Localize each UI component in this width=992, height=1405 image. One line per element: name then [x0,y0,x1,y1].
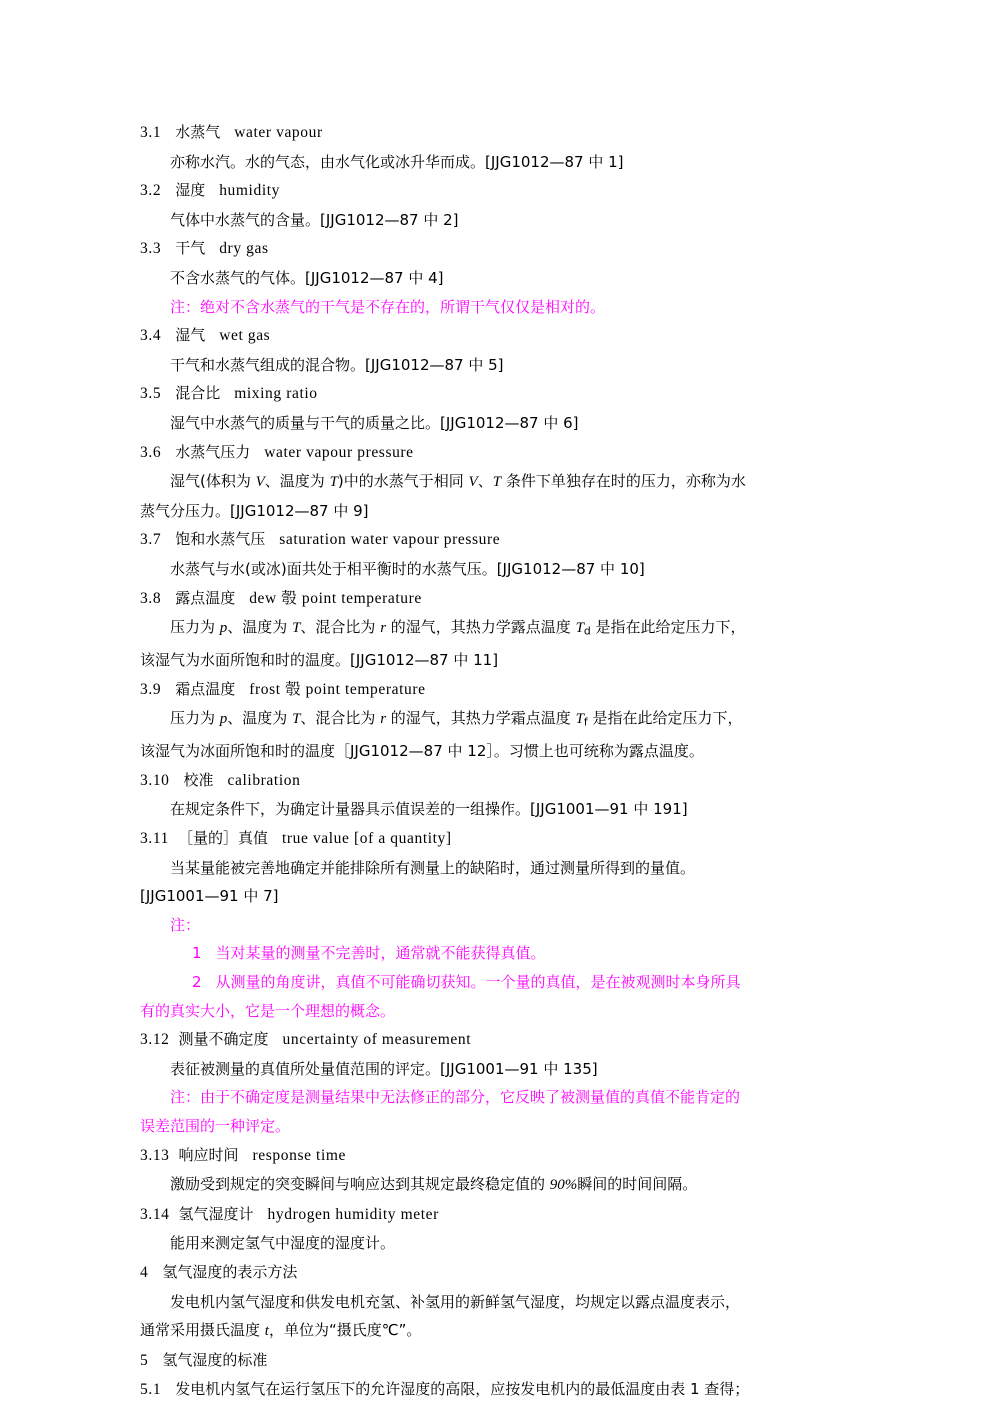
note-item-number: 2 [192,972,202,991]
subsection-number: 5.1 [140,1381,162,1399]
term-definition-line1 [140,704,852,737]
term-heading [140,525,852,555]
def-text: 、 [477,472,493,491]
def-text: 的湿气，其热力学霜点温度 [386,709,576,728]
term-entry-3-7 [140,525,852,583]
term-name-cn: 校准 [183,770,214,789]
term-name-en: mixing ratio [234,385,318,403]
variable-p: p [219,711,228,728]
term-number: 3.6 [140,443,162,461]
term-entry-3-12 [140,1025,852,1140]
term-name-en: true value [of a quantity] [281,830,452,847]
term-number: 3.3 [140,240,162,258]
def-text: 是指在此给定压力下， [587,709,743,728]
term-entry-3-1 [140,118,852,176]
term-definition-line2: 该湿气为水面所饱和时的温度。[JJG1012—87 中 11] [140,651,499,670]
variable-T-2: T [492,474,502,491]
term-definition: 气体中水蒸气的含量。[JJG1012—87 中 2] [170,210,459,229]
term-name-cn: 湿气 [175,326,206,345]
section-title: 氢气湿度的表示方法 [162,1262,298,1281]
term-number: 3.5 [140,385,162,403]
subsection-text: 发电机内氢气在运行氢压下的允许湿度的高限，应按发电机内的最低温度由表 1 查得； [175,1380,750,1399]
term-entry-3-11 [140,824,852,1025]
document-body [140,118,852,1405]
subsection-5-1 [140,1375,852,1405]
term-number: 3.4 [140,327,162,345]
term-name-cn: 响应时间 [178,1145,239,1164]
term-number: 3.12 [140,1031,170,1049]
term-entry-3-4 [140,321,852,379]
variable-Tf: T [575,711,584,728]
term-definition-line1: 当某量能被完善地确定并能排除所有测量上的缺陷时，通过测量所得到的量值。 [170,858,696,877]
term-definition: 能用来测定氢气中湿度的湿度计。 [170,1234,396,1253]
section-number: 4 [140,1263,149,1281]
def-text: 条件下单独存在时的压力，亦称为水 [501,472,746,491]
term-definition: 表征被测量的真值所处量值范围的评定。[JJG1001—91 中 135] [170,1059,598,1078]
variable-r: r [380,620,387,637]
term-definition-line2: 该湿气为冰面所饱和时的温度［JJG1012—87 中 12］。习惯上也可统称为露点温度。 [140,742,704,761]
variable-T: T [292,620,301,637]
term-heading [140,584,852,614]
section-heading [140,1258,852,1288]
term-name-cn: 水蒸气 [175,123,221,141]
term-name-en: humidity [219,182,280,200]
def-text: )中的水蒸气于相同 [337,472,469,491]
term-name-cn: 霜点温度 [175,679,236,698]
term-heading [140,379,852,409]
term-definition [140,1170,852,1200]
variable-p: p [219,620,228,637]
term-note-item-1 [140,939,852,968]
term-name-en: frost 彀 point temperature [249,680,426,698]
section-text: 通常采用摄氏温度 [140,1321,265,1340]
def-text: 、温度为 [264,472,330,491]
section-5 [140,1346,852,1405]
term-entry-3-9 [140,675,852,766]
variable-T: T [329,474,338,491]
def-text: 瞬间的时间间隔。 [577,1175,698,1194]
term-number: 3.2 [140,182,162,200]
term-heading [140,118,852,148]
variable-V: V [255,474,265,491]
section-number: 5 [140,1351,149,1369]
term-number: 3.11 [140,830,169,847]
term-heading [140,1141,852,1171]
def-text: 、混合比为 [300,618,381,637]
term-note-line2: 误差范围的一种评定。 [140,1116,291,1135]
term-name-en: dew 彀 point temperature [249,589,422,607]
term-heading [140,321,852,351]
term-heading [140,824,852,854]
variable-Tf-subscript: f [583,715,588,729]
term-number: 3.8 [140,589,162,607]
term-definition-line1 [140,467,852,497]
term-name-en: uncertainty of measurement [282,1031,472,1049]
term-name-en: saturation water vapour pressure [279,531,501,549]
term-definition: 亦称水汽。水的气态，由水气化或冰升华而成。[JJG1012—87 中 1] [170,152,624,171]
term-definition-line1 [140,613,852,646]
term-entry-3-2 [140,176,852,234]
section-body-line2 [140,1316,852,1346]
term-name-en: dry gas [219,240,269,258]
term-heading [140,675,852,705]
term-name-cn: 露点温度 [175,588,236,607]
term-note-header: 注： [170,915,201,934]
term-heading [140,234,852,264]
def-text: 压力为 [170,709,220,728]
section-title: 氢气湿度的标准 [162,1350,268,1369]
term-name-en: hydrogen humidity meter [267,1205,439,1223]
variable-t: t [264,1323,269,1340]
note-item-number: 1 [192,944,202,963]
variable-V-2: V [468,474,478,491]
term-definition: 在规定条件下，为确定计量器具示值误差的一组操作。[JJG1001—91 中 191] [170,800,688,819]
def-text: 、混合比为 [300,709,381,728]
term-number: 3.7 [140,531,162,549]
term-name-en: response time [252,1146,347,1164]
section-heading [140,1346,852,1376]
def-text: 压力为 [170,618,220,637]
term-name-cn: 混合比 [175,384,221,403]
term-name-cn: 水蒸气压力 [175,442,251,461]
term-definition: 水蒸气与水(或冰)面共处于相平衡时的水蒸气压。[JJG1012—87 中 10] [170,559,645,578]
term-entry-3-14 [140,1200,852,1258]
term-name-en: water vapour pressure [264,443,414,461]
term-note-line1: 注：由于不确定度是测量结果中无法修正的部分，它反映了被测量值的真值不能肯定的 [170,1088,741,1107]
section-body-line1: 发电机内氢气湿度和供发电机充氢、补氢用的新鲜氢气湿度，均规定以露点温度表示， [170,1292,741,1311]
term-number: 3.13 [140,1146,170,1164]
def-text: 、温度为 [227,709,293,728]
def-text: 是指在此给定压力下， [590,618,746,637]
note-item-text: 从测量的角度讲，真值不可能确切获知。一个量的真值，是在被观测时本身所具 [215,972,741,991]
variable-r: r [380,711,387,728]
term-note: 注：绝对不含水蒸气的干气是不存在的，所谓干气仅仅是相对的。 [170,297,606,316]
term-name-cn: 饱和水蒸气压 [175,530,266,549]
term-name-en: water vapour [234,124,323,141]
term-definition: 干气和水蒸气组成的混合物。[JJG1012—87 中 5] [170,355,504,374]
term-number: 3.1 [140,124,162,141]
term-name-en: calibration [227,771,301,789]
term-number: 3.14 [140,1205,170,1223]
term-heading [140,766,852,796]
term-name-cn: 湿度 [175,181,206,200]
term-entry-3-3 [140,234,852,321]
variable-Td-subscript: d [583,624,591,638]
term-heading [140,1200,852,1230]
term-heading [140,1025,852,1055]
note-item-text: 当对某量的测量不完善时，通常就不能获得真值。 [215,944,546,963]
term-entry-3-8 [140,584,852,675]
term-name-cn: 测量不确定度 [178,1030,269,1049]
term-entry-3-13 [140,1141,852,1200]
variable-Td: T [575,620,584,637]
term-definition: 不含水蒸气的气体。[JJG1012—87 中 4] [170,268,444,287]
term-heading [140,438,852,468]
def-text: 激励受到规定的突变瞬间与响应达到其规定最终稳定值的 [170,1175,550,1194]
term-number: 3.9 [140,680,162,698]
term-name-cn: 氢气湿度计 [178,1204,254,1223]
term-number: 3.10 [140,771,170,789]
term-definition-line2: 蒸气分压力。[JJG1012—87 中 9] [140,501,369,520]
section-4 [140,1258,852,1346]
response-percentage: 90% [549,1177,578,1194]
def-text: 、温度为 [227,618,293,637]
variable-T: T [292,711,301,728]
term-note-item-2 [140,968,852,997]
term-name-cn: 干气 [175,239,206,258]
term-heading [140,176,852,206]
term-name-cn: ［量的］真值 [177,829,268,847]
term-entry-3-6 [140,438,852,526]
term-name-en: wet gas [219,327,271,345]
def-text: 的湿气，其热力学露点温度 [386,618,576,637]
def-text: 湿气(体积为 [170,472,256,491]
term-definition: 湿气中水蒸气的质量与干气的质量之比。[JJG1012—87 中 6] [170,413,579,432]
term-definition-line2: [JJG1001—91 中 7] [140,887,279,906]
term-entry-3-10 [140,766,852,824]
term-note-item-2-cont: 有的真实大小，它是一个理想的概念。 [140,1001,396,1020]
section-text: ，单位为“摄氏度℃”。 [268,1321,422,1340]
term-entry-3-5 [140,379,852,437]
